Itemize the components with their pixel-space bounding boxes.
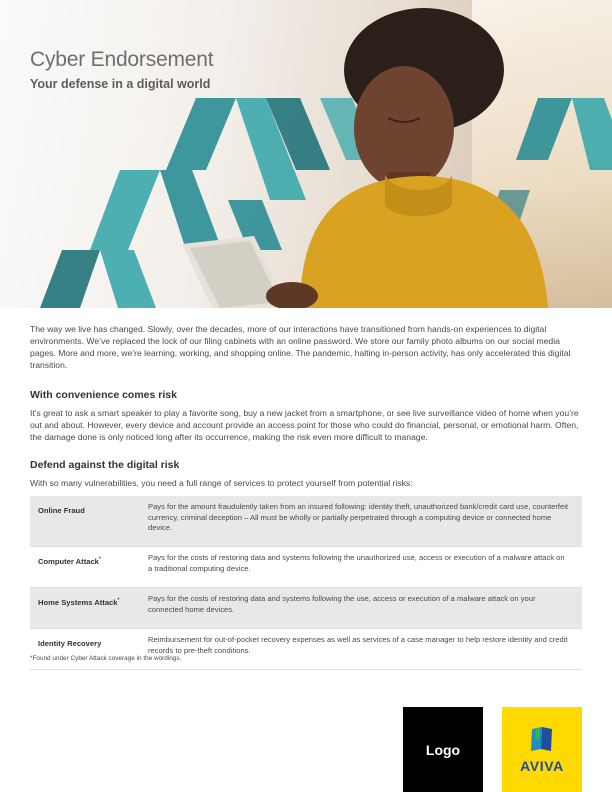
coverage-description: Pays for the costs of restoring data and systems following the unauthorized use, access or execution of a malware attack on a traditional computing device. xyxy=(142,547,582,588)
hero-illustration xyxy=(0,0,612,308)
page-title: Cyber Endorsement xyxy=(30,48,214,71)
section-heading-risk: With convenience comes risk xyxy=(30,389,177,401)
aviva-flag-icon xyxy=(528,725,556,755)
partner-logo-placeholder: Logo xyxy=(403,707,483,792)
person-figure xyxy=(300,8,548,308)
footnote: *Found under Cyber Attack coverage in the wordings. xyxy=(30,655,182,662)
page-subtitle: Your defense in a digital world xyxy=(30,77,211,91)
table-row xyxy=(30,629,582,670)
table-row xyxy=(30,496,582,547)
tablet-device xyxy=(182,236,318,308)
intro-paragraph: The way we live has changed. Slowly, over the decades, more of our interactions have transitioned from hands-on experiences to digital environments. We’ve replaced the lock of our filing cabinets with an online password. We store our family photo albums on our social media pages. More and more, we’re learning, working, and shopping online. The pandemic, halting in-person activity, has only accelerated this digital transition. xyxy=(30,324,571,370)
section-body-risk: It’s great to ask a smart speaker to play a favorite song, buy a new jacket from a smartphone, or see live surveillance video of home when you’re out and about. However, every device and account provide an access point for those who could do financial, personal, or emotional harm. Often, the damage done is only noticed long after its occurrence, making the risk even more difficult to manage. xyxy=(30,408,579,442)
coverage-description: Pays for the costs of restoring data and systems following the use, access or execution of a malware attack on your connected home devices. xyxy=(142,588,582,629)
aviva-wordmark: AVIVA xyxy=(520,758,564,774)
coverage-name: Computer Attack* xyxy=(30,547,142,588)
section-body-defend: With so many vulnerabilities, you need a full range of services to protect yourself from potential risks: xyxy=(30,478,413,488)
table-row xyxy=(30,588,582,629)
table-row xyxy=(30,547,582,588)
coverage-table xyxy=(30,496,582,670)
coverage-description: Reimbursement for out-of-pocket recovery expenses as well as services of a case manager to help restore identity and credit records to pre-theft conditions. xyxy=(142,629,582,670)
hero-banner xyxy=(0,0,612,308)
aviva-logo xyxy=(502,707,582,792)
section-heading-defend: Defend against the digital risk xyxy=(30,459,180,471)
coverage-name: Home Systems Attack* xyxy=(30,588,142,629)
coverage-description: Pays for the amount fraudulently taken from an insured following: identity theft, unauthorized bank/credit card use, counterfeit currency, criminal deception – All must be wholly or partially perpetrated through a computing device or connected home device. xyxy=(142,496,582,547)
coverage-name: Identity Recovery xyxy=(30,629,142,670)
coverage-name: Online Fraud xyxy=(30,496,142,547)
